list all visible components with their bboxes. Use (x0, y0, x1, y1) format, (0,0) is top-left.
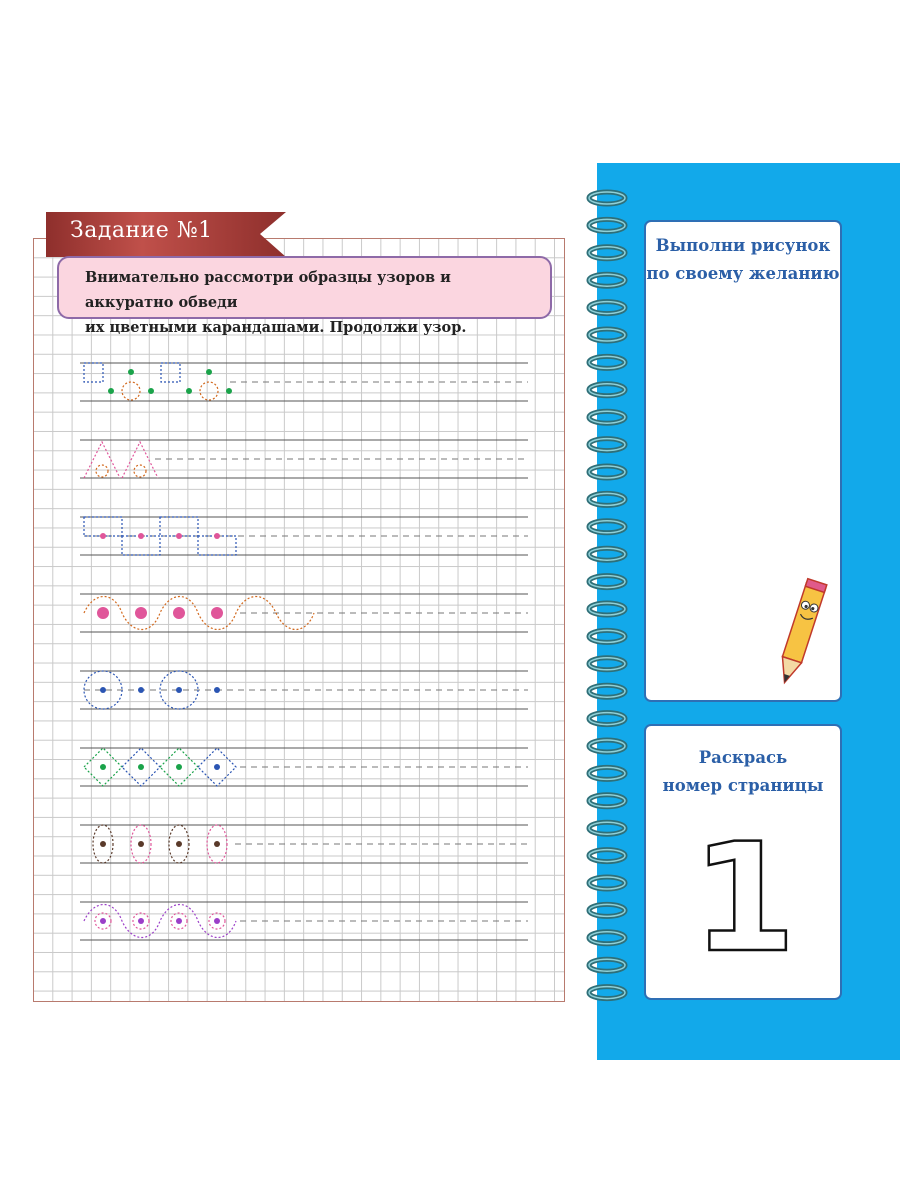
spiral-ring (589, 740, 625, 752)
drawing-title-line-1: Выполни рисунок (655, 236, 831, 255)
drawing-title-line-2: по своему желанию (646, 264, 840, 283)
pattern-row-6 (80, 748, 528, 786)
number-title (644, 744, 842, 800)
page-number-outline[interactable]: 1 (691, 812, 797, 986)
spiral-ring (589, 521, 625, 533)
pattern-row-3 (80, 517, 528, 555)
pencil-icon (770, 575, 830, 695)
number-title-line-2: номер страницы (662, 776, 824, 795)
spiral-ring (589, 877, 625, 889)
spiral-ring (589, 576, 625, 588)
spiral-ring (589, 302, 625, 314)
spiral-ring (589, 630, 625, 642)
spiral-ring (589, 548, 625, 560)
pattern-row-7 (80, 825, 528, 863)
spiral-ring (589, 850, 625, 862)
pattern-row-8 (80, 902, 528, 940)
spiral-binding (585, 185, 630, 1025)
pattern-row-4 (80, 594, 528, 632)
spiral-ring (589, 959, 625, 971)
spiral-ring (589, 247, 625, 259)
drawing-title (644, 232, 842, 288)
spiral-ring (589, 192, 625, 204)
page-number[interactable] (691, 812, 797, 986)
pattern-row-1 (80, 363, 528, 401)
pattern-row-2 (80, 440, 528, 478)
spiral-ring (589, 439, 625, 451)
spiral-ring (589, 987, 625, 999)
pattern-rows (80, 350, 540, 950)
instruction-box (57, 256, 552, 336)
spiral-ring (589, 932, 625, 944)
spiral-ring (589, 658, 625, 670)
spiral-ring (589, 822, 625, 834)
spiral-ring (589, 356, 625, 368)
spiral-ring (589, 713, 625, 725)
spiral-ring (589, 384, 625, 396)
spiral-ring (589, 493, 625, 505)
spiral-ring (589, 219, 625, 231)
instruction-line-1: Внимательно рассмотри образцы узоров и аккуратно обведи (85, 269, 451, 311)
spiral-ring (589, 904, 625, 916)
spiral-ring (589, 466, 625, 478)
task-title: Задание №1 (70, 218, 213, 243)
spiral-ring (589, 795, 625, 807)
spiral-ring (589, 329, 625, 341)
number-title-line-1: Раскрась (698, 748, 788, 767)
instruction-line-2: их цветными карандашами. Продолжи узор. (85, 319, 467, 336)
pattern-row-5 (80, 671, 528, 709)
spiral-ring (589, 411, 625, 423)
spiral-ring (589, 274, 625, 286)
spiral-ring (589, 685, 625, 697)
spiral-ring (589, 767, 625, 779)
spiral-ring (589, 603, 625, 615)
